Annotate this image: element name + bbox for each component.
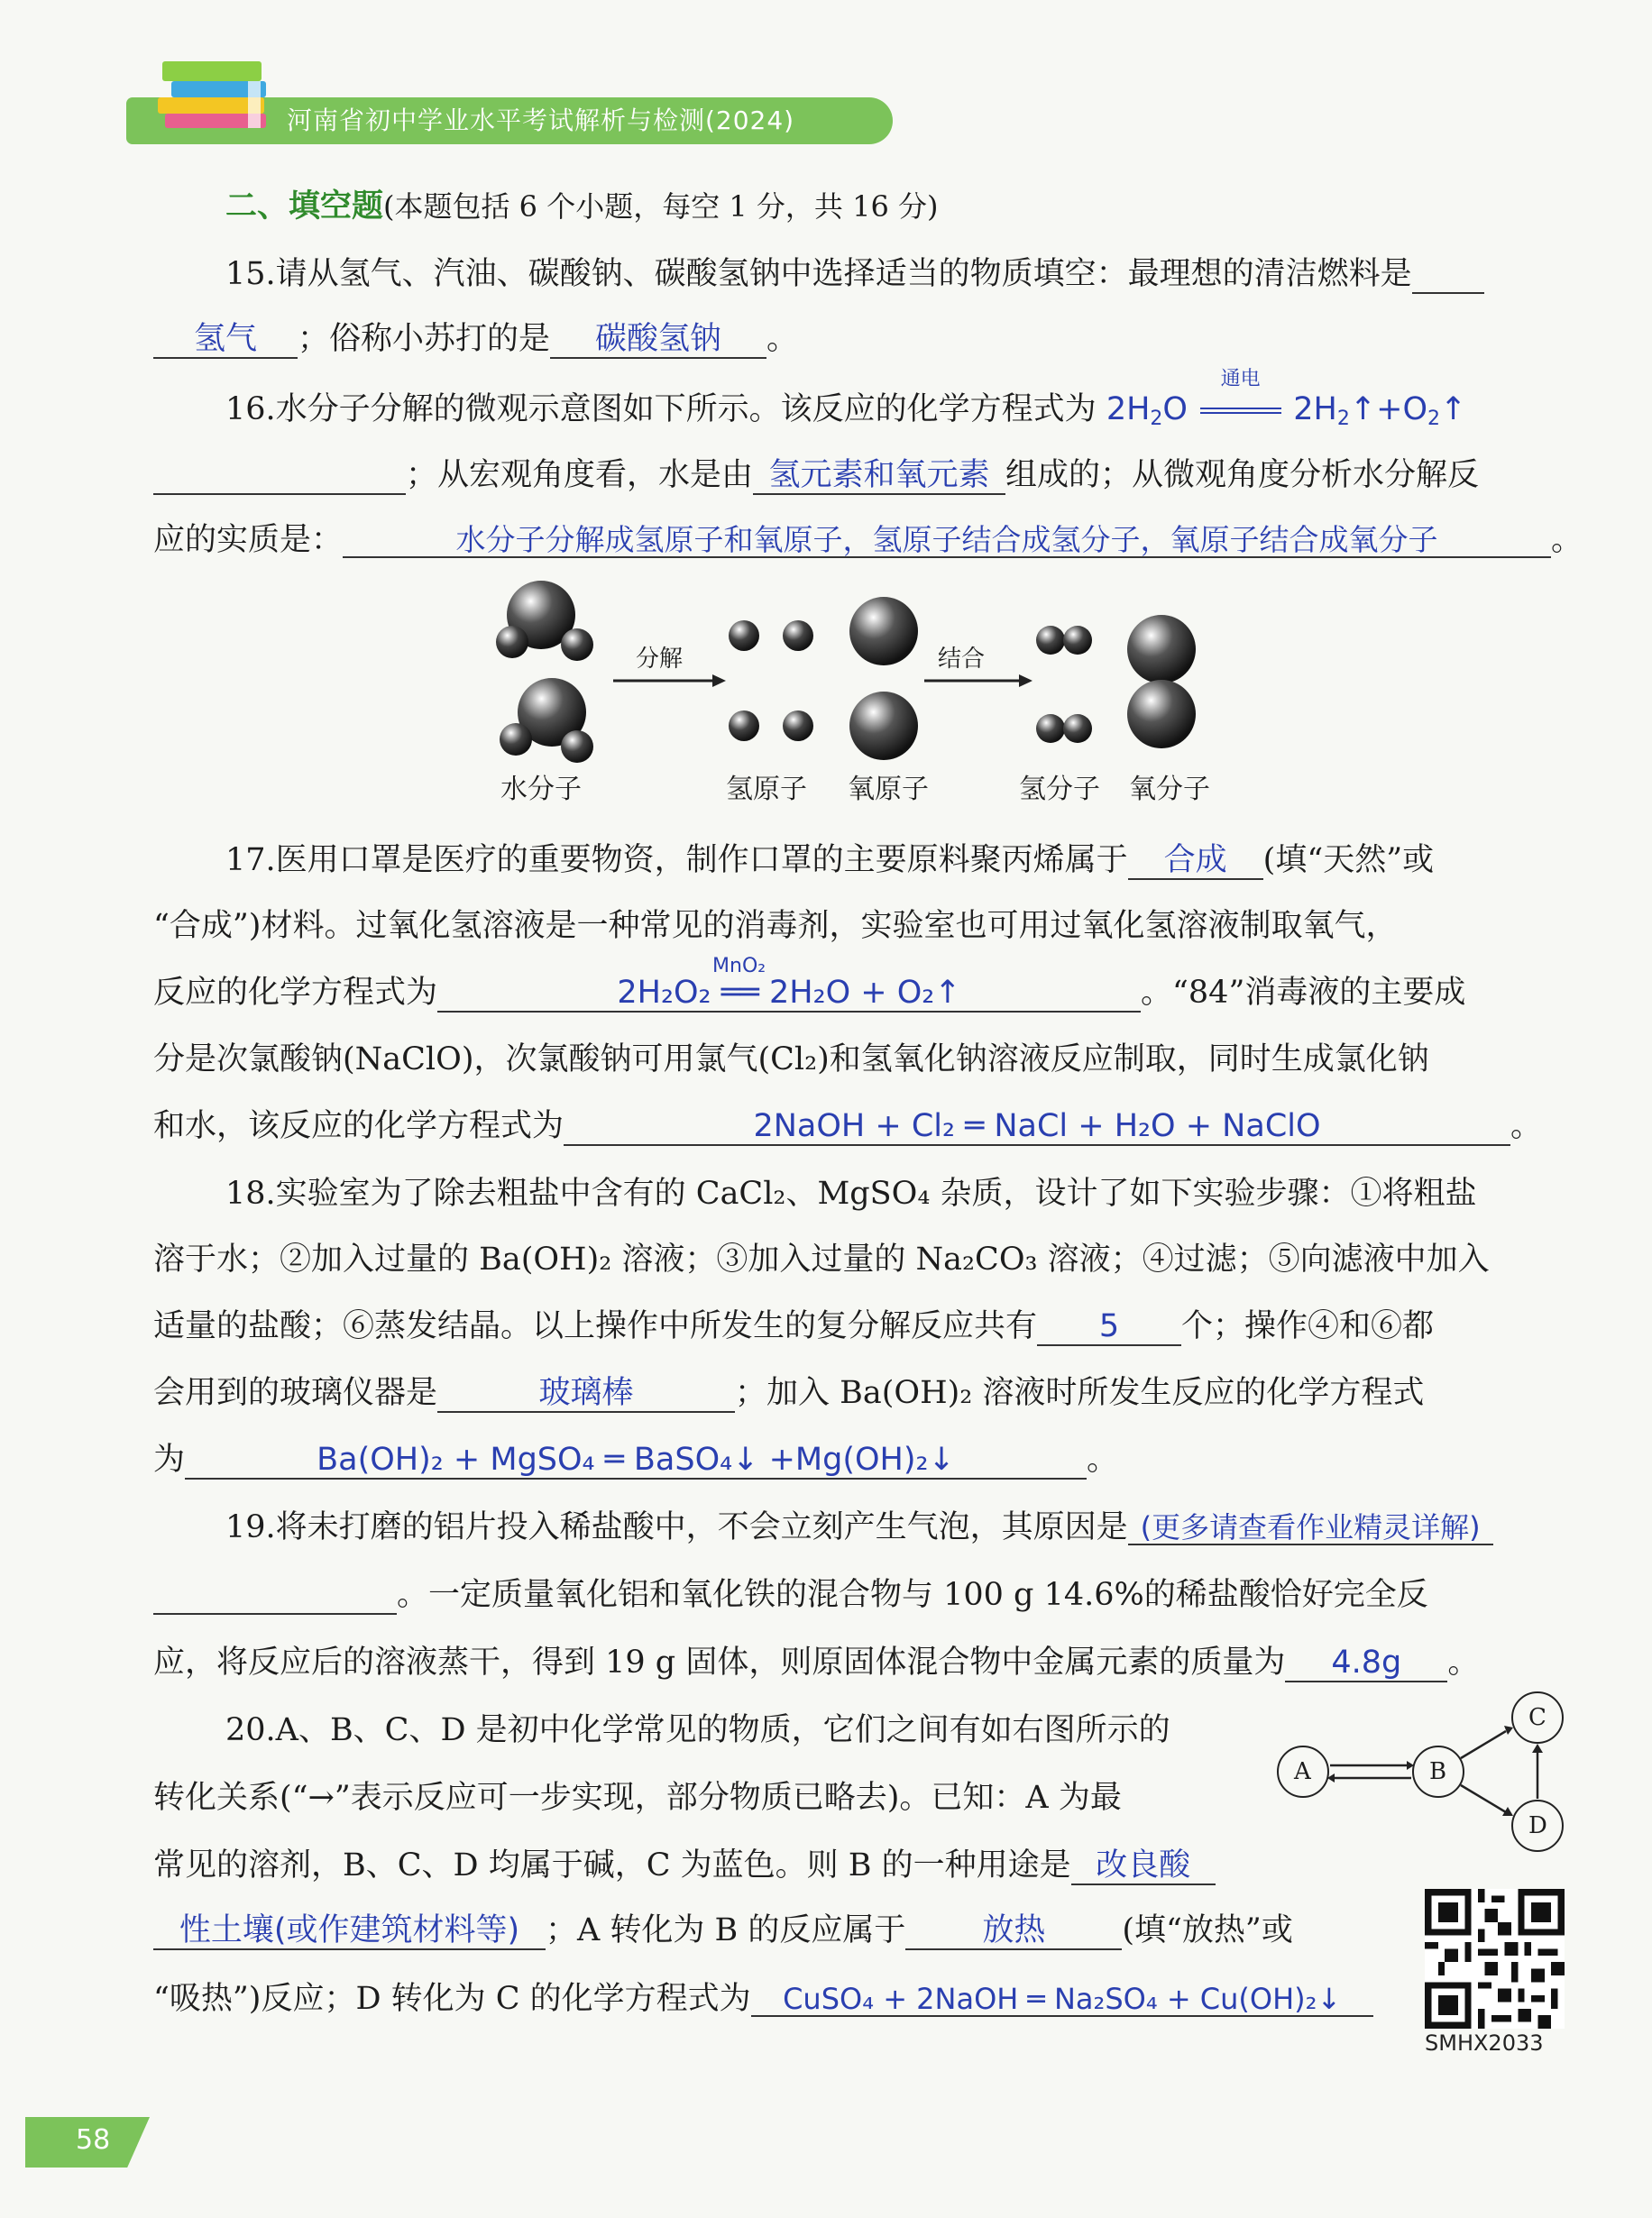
- q15-line1: 15.请从氢气、汽油、碳酸钠、碳酸氢钠中选择适当的物质填空：最理想的清洁燃料是: [225, 256, 1412, 292]
- conversion-diagram: [1262, 1686, 1569, 1866]
- q17-line4: 分是次氯酸钠(NaClO)，次氯酸钠可用氯气(Cl₂)和氢氧化钠溶液反应制取，同时生成氯化钠: [153, 1041, 1429, 1077]
- arrow-label-combine: 结合: [938, 646, 986, 673]
- q16-line2a: ；从宏观角度看，水是由: [406, 457, 754, 493]
- molecule-graphic: [487, 577, 1235, 784]
- q18-line3a: 适量的盐酸；⑥蒸发结晶。以上操作中所发生的复分解反应共有: [153, 1308, 1038, 1344]
- q17-answer2-text: 2H₂O₂ ══ 2H₂O + O₂↑: [617, 975, 961, 1011]
- q18-line1: 18.实验室为了除去粗盐中含有的 CaCl₂、MgSO₄ 杂质，设计了如下实验步骤：①将粗盐: [225, 1176, 1477, 1212]
- q20-line5a: “吸热”)反应；D 转化为 C 的化学方程式为: [153, 1981, 751, 2017]
- q17-line5a: 和水，该反应的化学方程式为: [153, 1108, 564, 1144]
- q20-answer3[interactable]: CuSO₄ + 2NaOH ═ Na₂SO₄ + Cu(OH)₂↓: [751, 1984, 1373, 2017]
- label-water-molecule: 水分子: [500, 774, 582, 805]
- node-c: C: [1528, 1704, 1546, 1731]
- q17-answer2[interactable]: [437, 955, 1141, 1013]
- q20-line4a: ；A 转化为 B 的反应属于: [546, 1912, 906, 1948]
- q19-line2: 。一定质量氧化铝和氧化铁的混合物与 100 g 14.6%的稀盐酸恰好完全反: [397, 1577, 1428, 1613]
- q16-blank1-cont[interactable]: [153, 458, 406, 495]
- molecular-diagram: [487, 577, 1235, 820]
- q18-line2: 溶于水；②加入过量的 Ba(OH)₂ 溶液；③加入过量的 Na₂CO₃ 溶液；④过滤；⑤向滤液中加入: [153, 1242, 1490, 1278]
- label-oxygen-atom: 氧原子: [848, 774, 929, 805]
- label-hydrogen-atom: 氢原子: [726, 774, 807, 805]
- q20-answer2[interactable]: 放热: [905, 1913, 1122, 1950]
- q18-answer1[interactable]: 5: [1037, 1309, 1181, 1346]
- label-oxygen-molecule: 氧分子: [1129, 774, 1210, 805]
- label-hydrogen-molecule: 氢分子: [1019, 774, 1100, 805]
- q16-line3: 应的实质是：: [153, 522, 344, 558]
- node-a: A: [1294, 1758, 1311, 1785]
- q17-line1: 17.医用口罩是医疗的重要物资，制作口罩的主要原料聚丙烯属于: [225, 842, 1128, 878]
- q15-answer1[interactable]: 氢气: [153, 322, 298, 359]
- header-title: 河南省初中学业水平考试解析与检测(2024): [287, 105, 795, 135]
- section-note: (本题包括 6 个小题，每空 1 分，共 16 分): [383, 189, 939, 224]
- q20-line1: 20.A、B、C、D 是初中化学常见的物质，它们之间有如右图所示的: [225, 1712, 1170, 1748]
- q17-answer1[interactable]: 合成: [1128, 843, 1263, 880]
- arrow-label-decompose: 分解: [636, 646, 684, 673]
- q18-line4b: ；加入 Ba(OH)₂ 溶液时所发生反应的化学方程式: [735, 1375, 1425, 1411]
- q19-answer1[interactable]: (更多请查看作业精灵详解): [1128, 1512, 1493, 1545]
- q16-answer2[interactable]: 氢元素和氧元素: [753, 458, 1005, 495]
- page-number: 58: [76, 2124, 111, 2156]
- q16-equation: $2H_2O$ 通电 $2H_2↑+O_2↑$: [1106, 368, 1467, 430]
- q18-answer3[interactable]: Ba(OH)₂ + MgSO₄ ═ BaSO₄↓ +Mg(OH)₂↓: [185, 1443, 1087, 1480]
- q15-end: 。: [766, 321, 799, 357]
- q20-line3a: 常见的溶剂，B、C、D 均属于碱，C 为蓝色。则 B 的一种用途是: [153, 1847, 1071, 1883]
- q17-end: 。: [1510, 1108, 1543, 1144]
- q18-answer2[interactable]: 玻璃棒: [437, 1376, 735, 1413]
- q18-line5a: 为: [153, 1442, 186, 1478]
- q17-answer2-condition: MnO₂: [712, 955, 766, 977]
- qr-code-icon[interactable]: [1425, 1889, 1565, 2029]
- q18-line3b: 个；操作④和⑥都: [1181, 1308, 1435, 1344]
- q19-line1a: 19.将未打磨的铝片投入稀盐酸中，不会立刻产生气泡，其原因是: [225, 1509, 1128, 1545]
- q17-line2: “合成”)材料。过氧化氢溶液是一种常见的消毒剂，实验室也可用过氧化氢溶液制取氧气，: [153, 908, 1398, 944]
- q18-line4a: 会用到的玻璃仪器是: [153, 1375, 438, 1411]
- q15-answer2[interactable]: 碳酸氢钠: [550, 322, 766, 359]
- q17-line3b: 。“84”消毒液的主要成: [1141, 975, 1466, 1011]
- q20-answer1a[interactable]: 改良酸: [1071, 1848, 1216, 1885]
- q17-line3a: 反应的化学方程式为: [153, 975, 438, 1011]
- q17-line1b: (填“天然”或: [1262, 842, 1435, 878]
- q19-answer2[interactable]: 4.8g: [1285, 1645, 1447, 1682]
- qr-code-label: SMHX2033: [1425, 2030, 1544, 2056]
- node-d: D: [1528, 1812, 1547, 1839]
- section-heading: 二、填空题: [225, 188, 384, 225]
- q20-answer1b[interactable]: 性土壤(或作建筑材料等): [153, 1913, 546, 1950]
- q17-answer3[interactable]: 2NaOH + Cl₂ ═ NaCl + H₂O + NaClO: [564, 1109, 1510, 1146]
- q19-line3a: 应，将反应后的溶液蒸干，得到 19 g 固体，则原固体混合物中金属元素的质量为: [153, 1645, 1286, 1681]
- q18-end: 。: [1087, 1442, 1119, 1478]
- q19-end: 。: [1447, 1645, 1480, 1681]
- q15-line2: ；俗称小苏打的是: [298, 321, 551, 357]
- node-b: B: [1429, 1758, 1447, 1785]
- q20-line2: 转化关系(“→”表示反应可一步实现，部分物质已略去)。已知：A 为最: [153, 1780, 1122, 1816]
- q16-answer3[interactable]: 水分子分解成氢原子和氧原子，氢原子结合成氢分子，氧原子结合成氧分子: [343, 524, 1551, 558]
- q15-blank1-start[interactable]: [1412, 257, 1484, 294]
- q16-line1: 16.水分子分解的微观示意图如下所示。该反应的化学方程式为: [225, 391, 1097, 427]
- q19-blank1-cont[interactable]: [153, 1578, 397, 1615]
- q16-end: 。: [1551, 522, 1583, 558]
- q16-line2b: 组成的；从微观角度分析水分解反: [1005, 457, 1480, 493]
- q20-line4b: (填“放热”或: [1122, 1912, 1293, 1948]
- books-icon: [149, 54, 284, 135]
